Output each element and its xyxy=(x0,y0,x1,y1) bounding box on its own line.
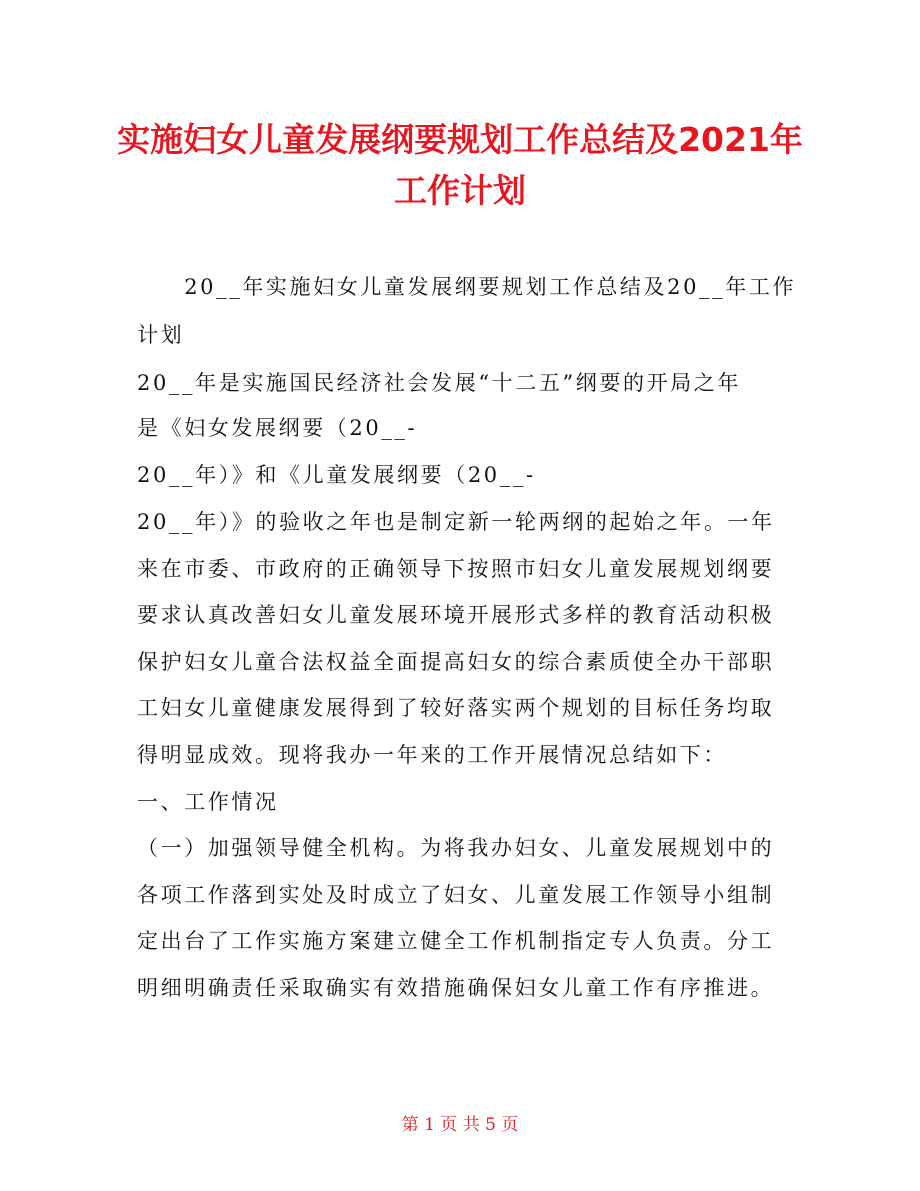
body-text-line: 20__年）》的验收之年也是制定新一轮两纲的起始之年。一年 xyxy=(137,510,775,534)
body-text-line: 20__年）》和《儿童发展纲要（20__- xyxy=(137,463,536,487)
body-text-line: 计划 xyxy=(137,323,185,347)
body-text-line: 20__年是实施国民经济社会发展“十二五”纲要的开局之年 xyxy=(137,371,741,395)
document-title-line-2: 工作计划 xyxy=(394,171,526,210)
body-text-line: 得明显成效。现将我办一年来的工作开展情况总结如下： xyxy=(137,743,727,767)
body-text-line: 工妇女儿童健康发展得到了较好落实两个规划的目标任务均取 xyxy=(137,696,775,720)
document-title-line-1: 实施妇女儿童发展纲要规划工作总结及2021年 xyxy=(117,120,803,159)
body-text-line: 定出台了工作实施方案建立健全工作机制指定专人负责。分工 xyxy=(137,929,775,953)
body-text-line: 20__年实施妇女儿童发展纲要规划工作总结及20__年工作 xyxy=(137,275,797,299)
body-text-line: 保护妇女儿童合法权益全面提高妇女的综合素质使全办干部职 xyxy=(137,650,775,674)
page-number-footer: 第 1 页 共 5 页 xyxy=(401,1115,519,1135)
body-text-line: 明细明确责任采取确实有效措施确保妇女儿童工作有序推进。 xyxy=(137,976,775,1000)
body-text-line: 来在市委、市政府的正确领导下按照市妇女儿童发展规划纲要 xyxy=(137,557,775,581)
body-text-line: （一）加强领导健全机构。为将我办妇女、儿童发展规划中的 xyxy=(137,836,775,860)
section-heading: 一、工作情况 xyxy=(137,790,279,814)
body-text-line: 要求认真改善妇女儿童发展环境开展形式多样的教育活动积极 xyxy=(137,603,775,627)
body-text-line: 各项工作落到实处及时成立了妇女、儿童发展工作领导小组制 xyxy=(137,883,775,907)
body-text-line: 是《妇女发展纲要（20__- xyxy=(137,416,418,440)
